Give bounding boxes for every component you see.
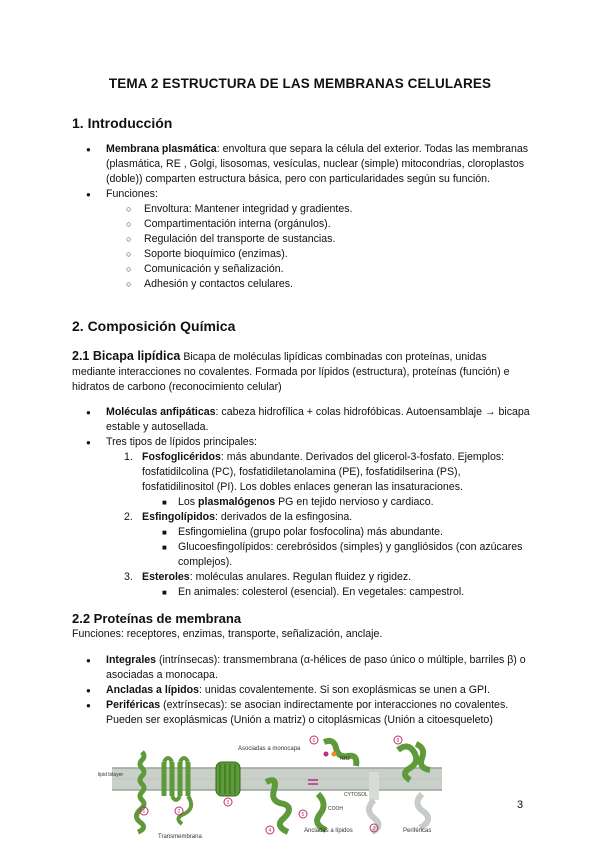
anchor-marker <box>324 752 329 757</box>
list-item: ○ Soporte bioquímico (enzimas). <box>106 247 532 262</box>
list-item-text: (intrínsecas): transmembrana (α-hélices de paso único o múltiple, barriles β) o asociadas a monocapa. <box>106 654 526 681</box>
anchor-marker <box>332 752 337 757</box>
term-membrana-plasmatica: Membrana plasmática <box>106 143 217 155</box>
list-item <box>106 510 532 570</box>
intro-bullet-list <box>72 142 532 292</box>
lipid-bilayer-label: lipid bilayer <box>98 772 124 778</box>
list-item <box>72 142 532 187</box>
list-item-text: PG en tejido nervioso y cardiaco. <box>275 496 434 508</box>
term-anfipaticas: Moléculas anfipáticas <box>106 406 216 418</box>
svg-text:2: 2 <box>177 809 181 815</box>
paragraph-text: Bicapa de moléculas lipídicas combinadas con proteínas, unidas mediante interacciones no covalentes. Formada por lípidos (estructura), proteínas (función) e hidratos de carbono (reconocimiento celular) <box>72 351 510 393</box>
ancladas-label: Ancladas a lípidos <box>304 828 353 834</box>
list-item: ■ En animales: colesterol (esencial). En vegetales: campestrol. <box>142 585 532 600</box>
list-item-text: Tres tipos de lípidos principales: <box>106 436 257 448</box>
list-item <box>72 683 532 698</box>
lipid-anchored-protein <box>317 794 326 830</box>
lipid-types-list <box>106 450 532 600</box>
term-fosfogliceridos: Fosfoglicéridos <box>142 451 221 463</box>
list-item-text: Los <box>178 496 199 508</box>
functions-list <box>106 202 532 292</box>
list-item: ■ Esfingomielina (grupo polar fosfocolina) más abundante. <box>142 525 532 540</box>
term-esteroles: Esteroles <box>142 571 190 583</box>
subheading-text: 2.2 Proteínas de membrana <box>72 611 242 626</box>
list-item: ○ Compartimentación interna (orgánulos). <box>106 217 532 232</box>
list-item <box>72 405 532 435</box>
sub-list <box>142 525 532 570</box>
list-item-text: : cabeza hidrofílica + colas hidrofóbicas. Autoensamblaje → bicapa estable y autosellada. <box>106 406 530 433</box>
item-number: 1. <box>124 451 133 463</box>
svg-text:3: 3 <box>226 800 230 806</box>
list-item: ○ Envoltura: Mantener integridad y gradientes. <box>106 202 532 217</box>
term-plasmalogenos: plasmalógenos <box>198 496 276 508</box>
svg-text:8: 8 <box>396 738 400 744</box>
protein-loop <box>178 796 191 824</box>
list-item <box>72 435 532 600</box>
bicapa-paragraph <box>72 349 532 395</box>
list-item-text: Funciones: <box>106 188 158 200</box>
list-item <box>106 450 532 510</box>
proteinas-functions: Funciones: receptores, enzimas, transporte, señalización, anclaje. <box>72 628 383 640</box>
list-item: ■ Glucoesfingolípidos: cerebrósidos (simples) y gangliósidos (con azúcares complejos). <box>142 540 532 570</box>
list-item-text: : envoltura que separa la célula del exterior. Todas las membranas (plasmática, RE , Golgi, lisosomas, vesículas, nuclear (simple) mitocondrias, cloroplastos (doble)) comparten estructura básica, pero con particularidades según su función. <box>106 143 529 185</box>
term-esfingolipidos: Esfingolípidos <box>142 511 215 523</box>
membrane-proteins-figure <box>98 732 443 848</box>
list-item <box>72 187 532 292</box>
list-item <box>106 570 532 600</box>
sub-list <box>142 585 532 600</box>
list-item: ○ Regulación del transporte de sustancias. <box>106 232 532 247</box>
lipid-bullet-list <box>72 405 532 600</box>
item-number: 2. <box>124 511 133 523</box>
cytosol-label: CYTOSOL <box>344 792 368 798</box>
exoplasmic-protein <box>324 741 356 766</box>
transmembrana-label: Transmembrana <box>158 834 202 840</box>
svg-text:5: 5 <box>301 812 305 818</box>
list-item-text: (extrínsecas): se asocian indirectamente por interacciones no covalentes. Pueden ser exoplásmicas (Unión a matriz) o citoplásmicas (Unión a citoesqueleto) <box>106 699 509 726</box>
cooh-label: COOH <box>328 806 343 812</box>
list-item-text: : unidas covalentemente. Si son exoplásmicas se unen a GPI. <box>199 684 490 696</box>
list-item <box>72 653 532 683</box>
peripheral-protein <box>417 794 428 828</box>
page-number: 3 <box>517 799 524 811</box>
asociadas-label: Asociadas a monocapa <box>238 746 301 752</box>
svg-text:4: 4 <box>268 828 272 834</box>
list-item <box>142 495 532 510</box>
protein-bullet-list <box>72 653 532 728</box>
list-item-text: : más abundante. Derivados del glicerol-3-fosfato. Ejemplos: fosfatidilcolina (PC), fosfatidiletanolamina (PE), fosfatidilserina (PS), fosfatidilinositol (PI). Los dobles enlaces generan las insaturaciones. <box>142 451 505 493</box>
list-item: ○ Comunicación y señalización. <box>106 262 532 277</box>
item-number: 3. <box>124 571 133 583</box>
svg-text:7: 7 <box>372 826 376 832</box>
subheading-bicapa: 2.1 Bicapa lipídica <box>72 349 181 363</box>
list-item: ○ Adhesión y contactos celulares. <box>106 277 532 292</box>
perifericas-label: Periféricas <box>403 828 432 834</box>
nh2-label: NH2 <box>340 756 351 762</box>
svg-text:6: 6 <box>312 738 316 744</box>
list-item-text: : moléculas anulares. Regulan fluidez y rigidez. <box>189 571 412 583</box>
term-integrales: Integrales <box>106 654 157 666</box>
section-heading-introduccion: 1. Introducción <box>72 115 173 131</box>
term-ancladas: Ancladas a lípidos <box>106 684 200 696</box>
list-item <box>72 698 532 728</box>
document-title: TEMA 2 ESTRUCTURA DE LAS MEMBRANAS CELULARES <box>108 76 492 91</box>
subheading-proteinas <box>72 611 241 626</box>
term-perifericas: Periféricas <box>106 699 161 711</box>
section-heading-composicion: 2. Composición Química <box>72 318 236 334</box>
svg-text:1: 1 <box>142 809 146 815</box>
sub-list <box>142 495 532 510</box>
list-item-text: : derivados de la esfingosina. <box>214 511 353 523</box>
